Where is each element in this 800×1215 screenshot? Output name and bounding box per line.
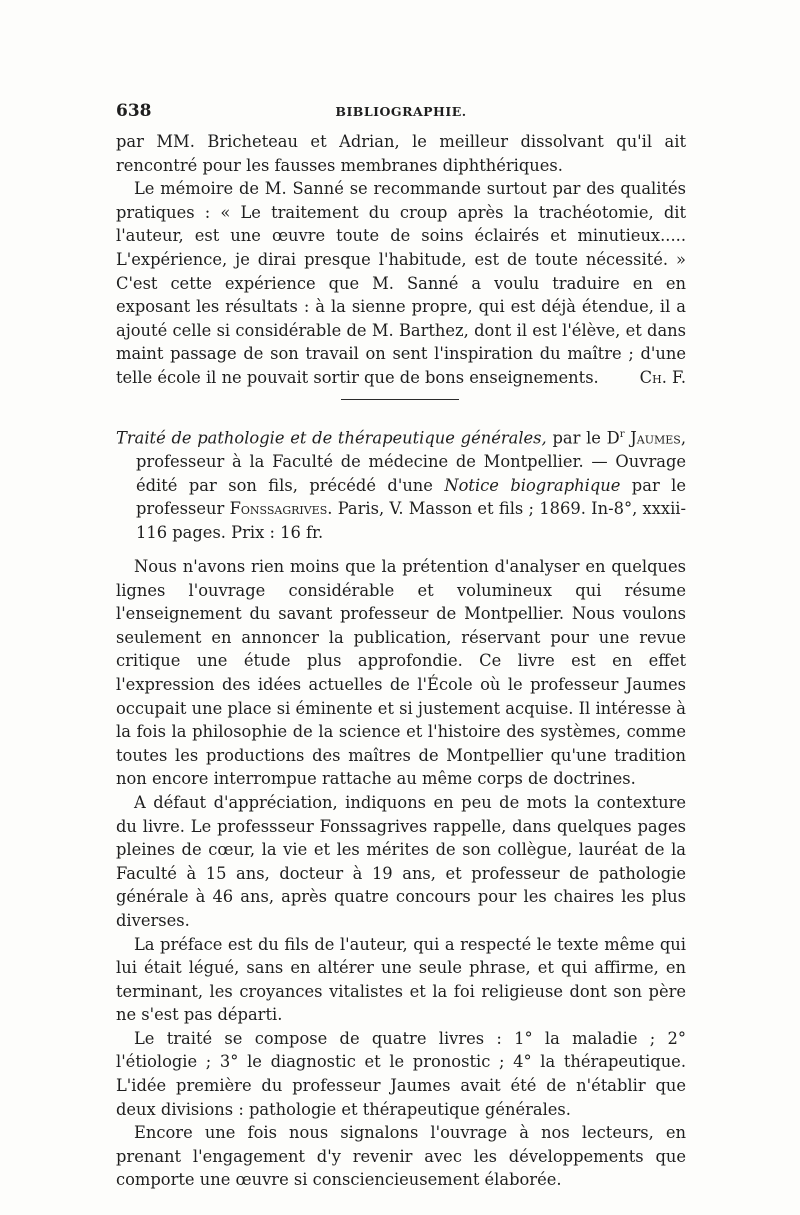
review-1-paragraph-2 [116, 177, 686, 389]
review-1-paragraph-1: par MM. Bricheteau et Adrian, le meilleur dissolvant qu'il ait rencontré pour les fausses membranes diphthériques. [116, 132, 686, 175]
book-author: Jaumes [624, 428, 681, 448]
prefacer-name: Fonssagrives [229, 499, 328, 519]
page-number: 638 [116, 101, 152, 121]
review-1-paragraph-2-text: Le mémoire de M. Sanné se recommande surtout par des qualités pratiques : « Le traitement du croup après la trachéotomie, dit l'auteur, est une œuvre toute de soins éclairés et minutieux..... L'expérience, je dirai presque l'habitude, est de toute nécessité. » C'est cette expérience que M. Sanné a voulu traduire en en exposant les résultats : à la sienne propre, qui est déjà étendue, il a ajouté celle si considérable de M. Barthez, dont il est l'élève, et dans maint passage de son travail on sent l'inspiration du maître ; d'une telle école il ne pouvait sortir que de bons enseignements. [116, 179, 686, 387]
review-1-text [116, 130, 686, 390]
section-divider [341, 399, 459, 400]
citation-entry [116, 423, 686, 544]
review-2-text [116, 555, 686, 1192]
citation-by-prof: par le professeur [136, 475, 687, 519]
citation-affiliation: , professeur à la Faculté de médecine de Montpellier. — Ouvrage édité par son fils, précédé d'une [136, 428, 686, 495]
notice-title: Notice biographique [444, 475, 621, 495]
review-2-paragraph-5: Encore une fois nous signalons l'ouvrage à nos lecteurs, en prenant l'engagement d'y revenir avec les développements que comporte une œuvre si consciencieusement élaborée. [116, 1123, 686, 1190]
citation-doctor-sup: r [619, 429, 625, 440]
book-title: Traité de pathologie et de thérapeutique générales, [116, 428, 547, 448]
citation-by: par le D [546, 428, 620, 448]
review-2-paragraph-1: Nous n'avons rien moins que la prétention d'analyser en quelques lignes l'ouvrage considérable et volumineux qui résume l'enseignement du savant professeur de Montpellier. Nous voulons seulement en annoncer la publication, réservant pour une revue critique une étude plus approfondie. Ce livre est en effet l'expression des idées actuelles de l'École où le professeur Jaumes occupait une place si éminente et si justement acquise. Il intéresse à la fois la philosophie de la science et l'histoire des systèmes, comme toutes les productions des maîtres de Montpellier qu'une tradition non encore interrompue rattache au même corps de doctrines. [116, 557, 686, 789]
page-header [116, 101, 686, 125]
review-2-paragraph-4: Le traité se compose de quatre livres : 1° la maladie ; 2° l'étiologie ; 3° le diagnostic et le pronostic ; 4° la thérapeutique. L'idée première du professeur Jaumes avait été de n'établir que deux divisions : pathologie et thérapeutique générales. [116, 1028, 686, 1119]
review-signature: Ch. F. [639, 367, 686, 387]
review-2-paragraph-3: La préface est du fils de l'auteur, qui a respecté le texte même qui lui était légué, sans en altérer une seule phrase, et qui affirme, en terminant, les croyances vitalistes et la foi religieuse dont son père ne s'est pas départi. [116, 934, 686, 1025]
review-2-paragraph-2: A défaut d'appréciation, indiquons en peu de mots la contexture du livre. Le professseur Fonssagrives rappelle, dans quelques pages pleines de cœur, la vie et les mérites de son collègue, lauréat de la Faculté à 15 ans, docteur à 19 ans, et professeur de pathologie générale à 46 ans, après quatre concours pour les chaires les plus diverses. [116, 792, 686, 930]
citation-publication: . Paris, V. Masson et fils ; 1869. In-8°, xxxii-116 pages. Prix : 16 fr. [136, 499, 686, 542]
book-citation [116, 423, 686, 544]
running-head: BIBLIOGRAPHIE. [335, 104, 467, 119]
